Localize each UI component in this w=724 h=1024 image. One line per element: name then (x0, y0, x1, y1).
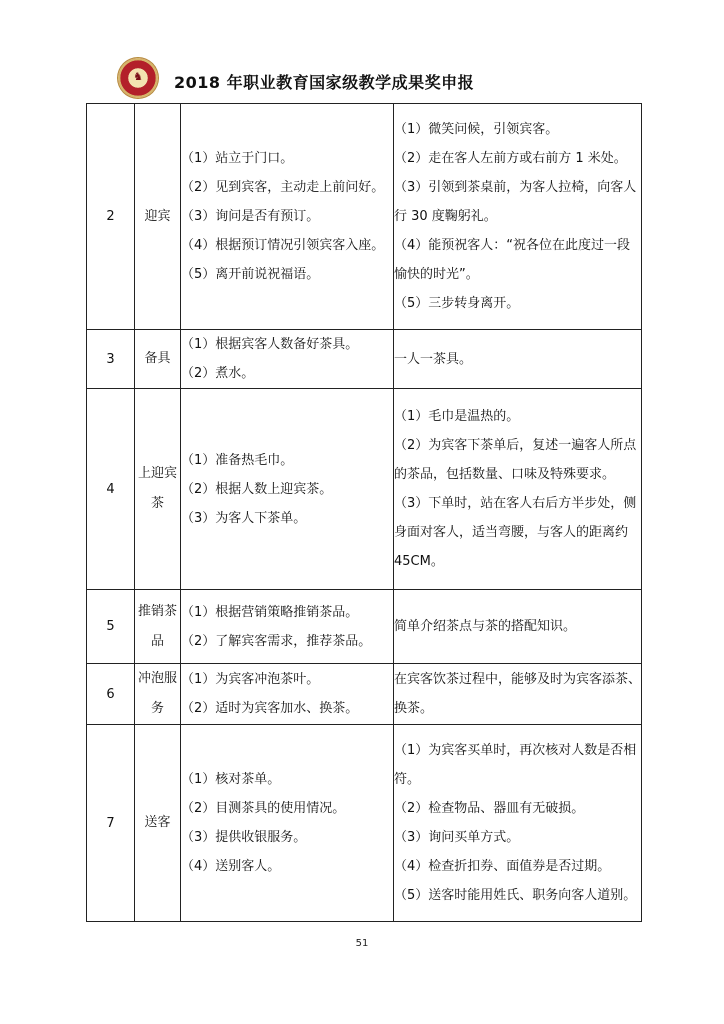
requirement-item: （2）检查物品、器皿有无破损。 (394, 801, 585, 816)
operation-standard-cell (181, 389, 394, 590)
step-name-cell: 备具 (135, 330, 181, 389)
standard-item: （1）根据营销策略推销茶品。 (181, 604, 359, 620)
requirement-item: （1）为宾客买单时，再次核对人数是否相符。 (394, 743, 637, 787)
service-requirement-cell (394, 104, 642, 330)
operation-standard-cell (181, 590, 394, 664)
standard-item: （4）根据预订情况引领宾客入座。 (181, 238, 385, 253)
requirement-item: （5）三步转身离开。 (394, 296, 520, 311)
step-number-cell: 3 (87, 330, 135, 389)
document-header (118, 58, 638, 102)
step-number-cell: 5 (87, 590, 135, 664)
table-row (87, 330, 642, 389)
requirement-item: 在宾客饮茶过程中，能够及时为宾客添茶、换茶。 (394, 672, 642, 716)
service-requirement-cell (394, 590, 642, 664)
table-row (87, 389, 642, 590)
standard-item: （1）站立于门口。 (181, 151, 294, 166)
requirement-item: （5）送客时能用姓氏、职务向客人道别。 (394, 888, 637, 903)
operation-standard-cell (181, 725, 394, 922)
page-number: 51 (355, 938, 369, 949)
document-title: 2018 年职业教育国家级教学成果奖申报 (174, 73, 475, 92)
step-name-cell: 迎宾 (135, 104, 181, 330)
standard-item: （1）根据宾客人数备好茶具。 (181, 337, 359, 352)
requirement-item: （3）询问买单方式。 (394, 830, 520, 845)
standard-item: （1）准备热毛巾。 (181, 452, 294, 468)
standard-item: （2）了解宾客需求，推荐茶品。 (181, 633, 372, 649)
step-name-cell: 送客 (135, 725, 181, 922)
requirement-item: （3）下单时，站在客人右后方半步处，侧身面对客人，适当弯腰，与客人的距离约 45CM。 (394, 496, 637, 569)
requirement-item: （2）为宾客下茶单后，复述一遍客人所点的茶品，包括数量、口味及特殊要求。 (394, 438, 637, 482)
step-number-cell: 4 (87, 389, 135, 590)
service-requirement-cell (394, 725, 642, 922)
standard-item: （1）核对茶单。 (181, 772, 281, 787)
requirement-item: （2）走在客人左前方或右前方 1 米处。 (394, 151, 627, 166)
standard-item: （4）送别客人。 (181, 859, 281, 874)
step-name-cell: 冲泡服务 (135, 664, 181, 725)
operation-standard-cell (181, 664, 394, 725)
requirement-item: （4）检查折扣券、面值券是否过期。 (394, 859, 611, 874)
requirement-item: （1）毛巾是温热的。 (394, 409, 520, 424)
requirement-item: 简单介绍茶点与茶的搭配知识。 (394, 619, 577, 634)
standard-item: （1）为宾客冲泡茶叶。 (181, 672, 320, 687)
requirement-item: （1）微笑问候，引领宾客。 (394, 122, 559, 137)
step-number-cell: 2 (87, 104, 135, 330)
step-name-cell: 上迎宾茶 (135, 389, 181, 590)
standard-item: （5）离开前说祝福语。 (181, 267, 320, 282)
standard-item: （3）为客人下茶单。 (181, 510, 307, 526)
operation-standard-cell (181, 330, 394, 389)
table-row (87, 590, 642, 664)
table-row (87, 664, 642, 725)
requirement-item: 一人一茶具。 (394, 351, 473, 367)
service-requirement-cell (394, 389, 642, 590)
service-procedure-table (86, 103, 642, 922)
step-number-cell: 7 (87, 725, 135, 922)
requirement-item: （3）引领到茶桌前，为客人拉椅，向客人行 30 度鞠躬礼。 (394, 180, 637, 224)
operation-standard-cell (181, 104, 394, 330)
table-row (87, 104, 642, 330)
step-number-cell: 6 (87, 664, 135, 725)
school-seal-logo-icon (118, 58, 158, 98)
standard-item: （2）根据人数上迎宾茶。 (181, 481, 333, 497)
service-requirement-cell (394, 330, 642, 389)
standard-item: （2）见到宾客，主动走上前问好。 (181, 180, 385, 195)
standard-item: （2）目测茶具的使用情况。 (181, 801, 346, 816)
standard-item: （2）适时为宾客加水、换茶。 (181, 701, 359, 716)
horse-emblem-icon: ♞ (133, 70, 143, 83)
standard-item: （2）煮水。 (181, 366, 255, 381)
standard-item: （3）询问是否有预订。 (181, 209, 320, 224)
requirement-item: （4）能预祝客人：“祝各位在此度过一段愉快的时光”。 (394, 238, 631, 282)
standard-item: （3）提供收银服务。 (181, 830, 307, 845)
service-requirement-cell (394, 664, 642, 725)
table-row (87, 725, 642, 922)
step-name-cell: 推销茶品 (135, 590, 181, 664)
